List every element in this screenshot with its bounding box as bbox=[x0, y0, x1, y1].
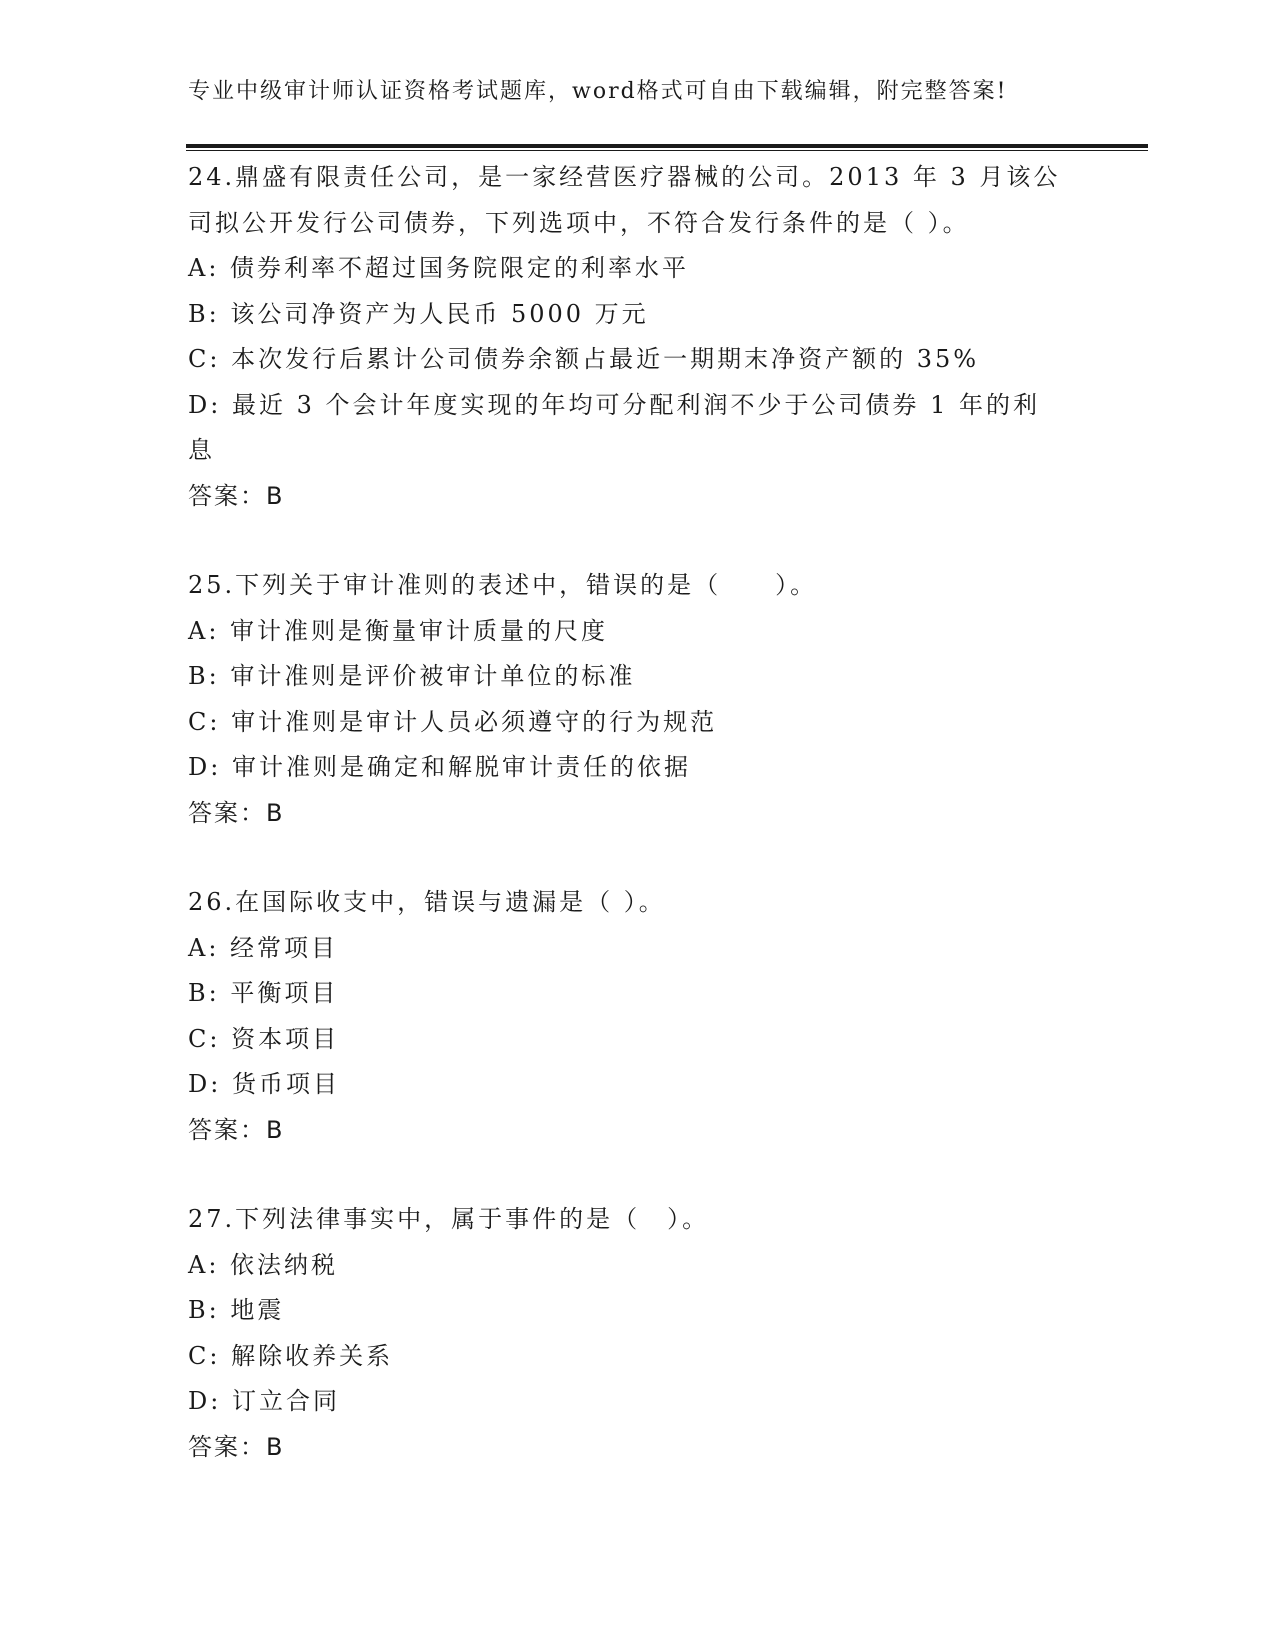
option-c: C: 资本项目 bbox=[188, 1024, 340, 1053]
question-26 bbox=[188, 880, 1088, 1153]
stem-line: 25.下列关于审计准则的表述中，错误的是（ ）。 bbox=[188, 571, 818, 599]
question-stem bbox=[188, 155, 1088, 246]
option-c: C: 审计准则是审计人员必须遵守的行为规范 bbox=[188, 707, 718, 736]
option-d: D: 最近 3 个会计年度实现的年均可分配利润不少于公司债券 1 年的利 bbox=[188, 390, 1041, 419]
answer-label: 答案：B bbox=[188, 1432, 285, 1461]
option-c: C: 本次发行后累计公司债券余额占最近一期期末净资产额的 35% bbox=[188, 345, 980, 373]
option-d: D: 订立合同 bbox=[188, 1387, 340, 1415]
option-a: A: 债券利率不超过国务院限定的利率水平 bbox=[188, 254, 690, 282]
option-d-continuation: 息 bbox=[188, 436, 215, 464]
stem-line: 27.下列法律事实中，属于事件的是（ ）。 bbox=[188, 1205, 710, 1233]
stem-line: 司拟公开发行公司债券，下列选项中，不符合发行条件的是（ ）。 bbox=[188, 208, 970, 237]
header-rule-thick bbox=[186, 144, 1148, 148]
question-25 bbox=[188, 563, 1088, 836]
question-27 bbox=[188, 1197, 1088, 1470]
header-rule-thin bbox=[186, 150, 1148, 151]
option-b: B: 平衡项目 bbox=[188, 979, 339, 1007]
option-a: A: 经常项目 bbox=[188, 933, 339, 962]
option-a: A: 审计准则是衡量审计质量的尺度 bbox=[188, 616, 609, 645]
answer-label: 答案：B bbox=[188, 798, 285, 827]
question-stem bbox=[188, 563, 1088, 609]
option-c: C: 解除收养关系 bbox=[188, 1341, 394, 1370]
option-b: B: 审计准则是评价被审计单位的标准 bbox=[188, 662, 636, 690]
page-header: 专业中级审计师认证资格考试题库，word格式可自由下载编辑，附完整答案! bbox=[188, 79, 1008, 104]
answer-label: 答案：B bbox=[188, 481, 285, 510]
stem-line: 24.鼎盛有限责任公司，是一家经营医疗器械的公司。2013 年 3 月该公 bbox=[188, 163, 1061, 191]
question-24 bbox=[188, 155, 1088, 519]
option-d: D: 货币项目 bbox=[188, 1070, 340, 1098]
option-d: D: 审计准则是确定和解脱审计责任的依据 bbox=[188, 753, 691, 781]
option-b: B: 该公司净资产为人民币 5000 万元 bbox=[188, 299, 649, 328]
option-b: B: 地震 bbox=[188, 1296, 285, 1324]
question-stem bbox=[188, 880, 1088, 926]
answer-label: 答案：B bbox=[188, 1115, 285, 1144]
stem-line: 26.在国际收支中，错误与遗漏是（ ）。 bbox=[188, 888, 666, 916]
question-list bbox=[188, 155, 1088, 1514]
question-stem bbox=[188, 1197, 1088, 1243]
option-a: A: 依法纳税 bbox=[188, 1250, 339, 1279]
